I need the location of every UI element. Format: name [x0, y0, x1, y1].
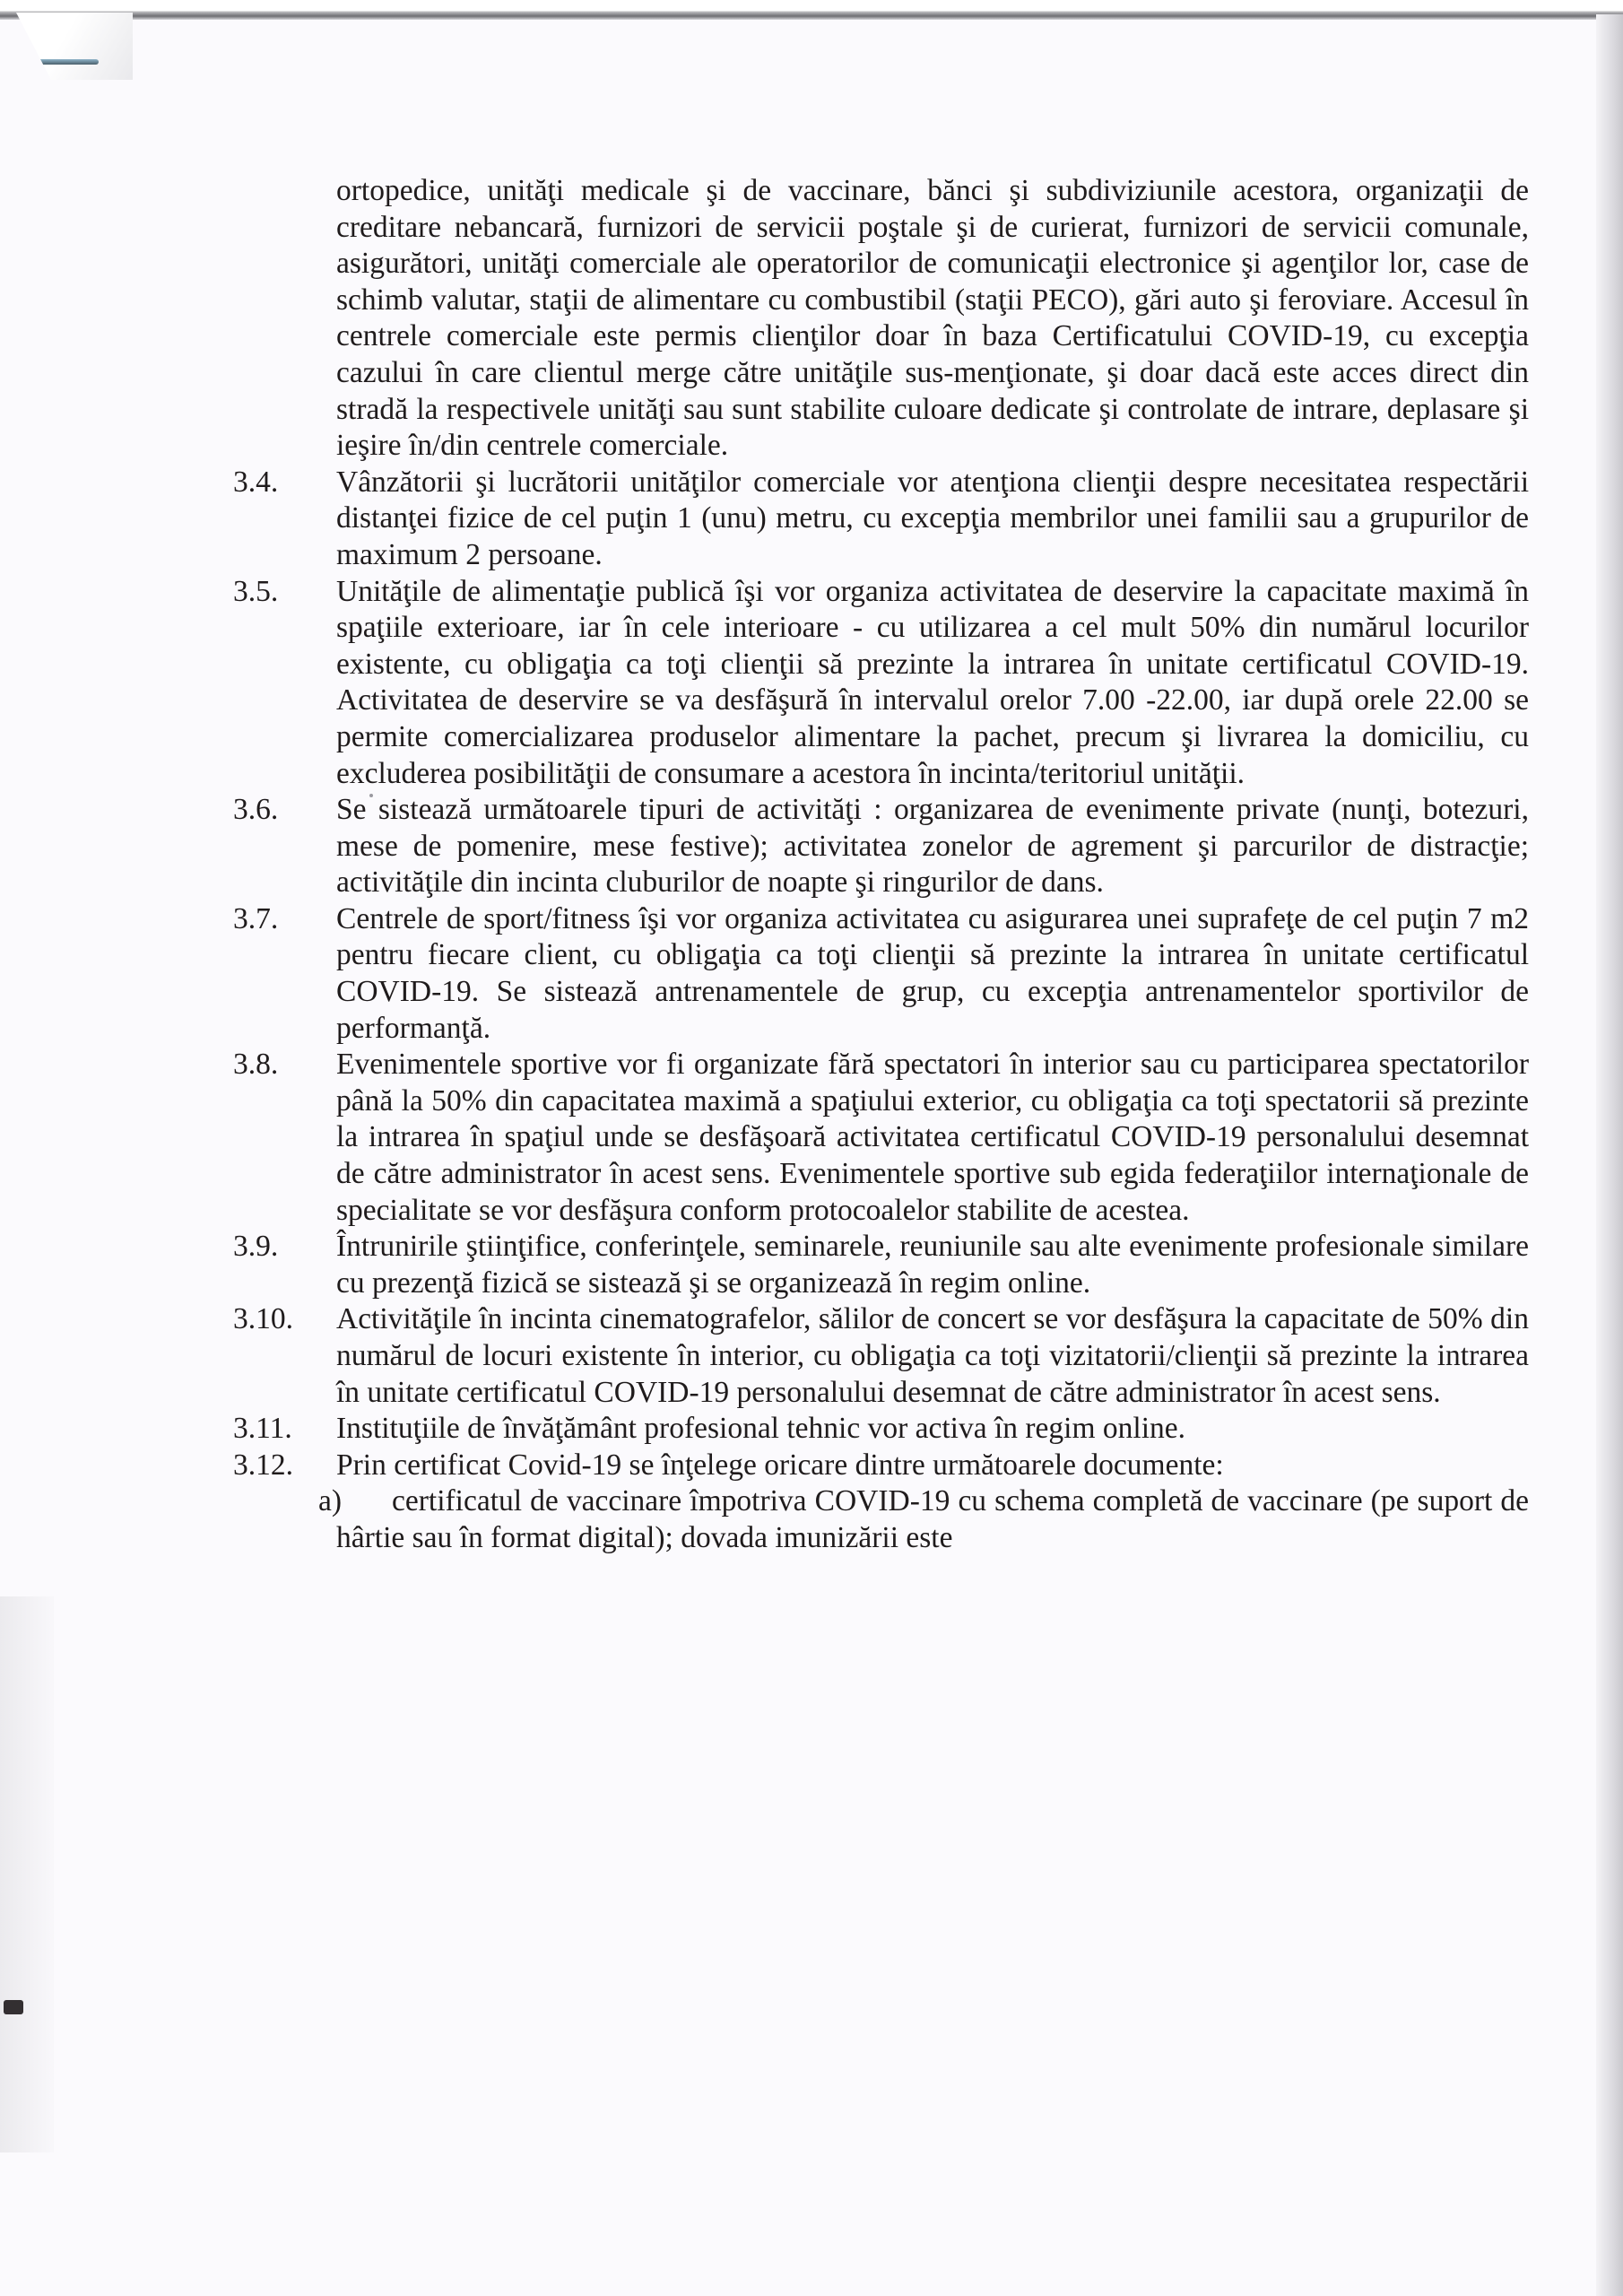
item-number: 3.7. [233, 901, 279, 935]
list-item [229, 901, 1529, 1047]
list-item [229, 1448, 1529, 1484]
list-item [229, 1301, 1529, 1411]
list-item [229, 465, 1529, 574]
item-number: 3.5. [233, 574, 279, 608]
scan-top-edge [0, 0, 1623, 20]
list-item [229, 1047, 1529, 1229]
list-item [229, 1411, 1529, 1448]
item-number: 3.8. [233, 1048, 279, 1082]
item-number: 3.12. [233, 1448, 293, 1482]
continuation-paragraph: ortopedice, unităţi medicale şi de vaccinare, bănci şi subdiviziunile acestora, organizaţii de creditare nebancară, furnizori de servicii poştale şi de curierat, furnizori de servicii comunale, asigurători, unităţi comerciale ale operatorilor de comunicaţii electronice şi agenţilor lor, case de schimb valutar, staţii de alimentare cu combustibil (staţii PECO), gări auto şi feroviare. Accesul în centrele comerciale este permis clienţilor doar în baza Certificatului COVID-19, cu excepţia cazului în care clientul merge către unităţile sus-menţionate, şi doar dacă este acces direct din stradă la respectivele unităţi sau sunt stabilite culoare dedicate şi controlate de intrare, deplasare şi ieşire în/din centrele comerciale. [336, 174, 1529, 463]
item-text: Prin certificat Covid-19 se înţelege oricare dintre următoarele documente: [336, 1448, 1224, 1482]
document-body [229, 173, 1529, 1557]
item-number: 3.11. [233, 1412, 292, 1446]
item-text: Unităţile de alimentaţie publică îşi vor organiza activitatea de deservire la capacitate maximă în spaţiile exterioare, iar în cele interioare - cu utilizarea a cel mult 50% din numărul locurilor existente, cu obligaţia ca toţi clienţii să prezinte la intrarea în unitate certificatul COVID-19. Activitatea de deservire se va desfăşură în intervalul orelor 7.00 -22.00, iar după orele 22.00 se permite comercializarea produselor alimentare la pachet, precum şi livrarea la domiciliu, cu excluderea posibilităţii de consumare a acestora în incinta/teritoriul unităţii. [336, 574, 1529, 790]
sub-item-text: certificatul de vaccinare împotriva COVID-19 cu schema completă de vaccinare (pe suport de hârtie sau în format digital); dovada imunizării este [336, 1484, 1529, 1554]
corner-tear-mark [29, 59, 99, 65]
binding-shadow [0, 1596, 54, 2152]
item-number: 3.9. [233, 1230, 279, 1264]
item-text: Instituţiile de învăţământ profesional tehnic vor activa în regim online. [336, 1412, 1186, 1446]
item-text: Întrunirile ştiinţifice, conferinţele, seminarele, reuniunile sau alte evenimente profesionale similare cu prezenţă fizică se sistează şi se organizează în regim online. [336, 1230, 1529, 1300]
item-text: Se sistează următoarele tipuri de activităţi : organizarea de evenimente private (nunţi, botezuri, mese de pomenire, mese festive); activitatea zonelor de agrement şi parcurilor de distracţie; activităţile din incinta cluburilor de noapte şi ringurilor de dans. [336, 793, 1529, 900]
list-item [229, 792, 1529, 901]
list-item [229, 574, 1529, 793]
item-text: Evenimentele sportive vor fi organizate fără spectatori în interior sau cu participarea spectatorilor până la 50% din capacitatea maximă a spaţiului exterior, cu obligaţia ca toţi spectatorii să prezinte la intrarea în spaţiul unde se desfăşoară activitatea certificatul COVID-19 personalului desemnat de către administrator în acest sens. Evenimentele sportive sub egida federaţiilor internaţionale de specialitate se vor desfăşura conform protocoalelor stabilite de acestea. [336, 1048, 1529, 1227]
item-text: Activităţile în incinta cinematografelor, sălilor de concert se vor desfăşura la capacitate de 50% din numărul de locuri existente în interior, cu obligaţia ca toţi vizitatorii/clienţii să prezinte la intrarea în unitate certificatul COVID-19 personalului desemnat de către administrator în acest sens. [336, 1302, 1529, 1409]
sub-list-item [229, 1483, 1529, 1556]
list-item [229, 1229, 1529, 1301]
item-number: 3.6. [233, 793, 279, 827]
item-text: Centrele de sport/fitness îşi vor organiza activitatea cu asigurarea unei suprafeţe de cel puţin 7 m2 pentru fiecare client, cu obligaţia ca toţi clienţii să prezinte la intrarea în unitate certificatul COVID-19. Se sistează antrenamentele de grup, cu excepţia antrenamentelor sportivilor de performanţă. [336, 901, 1529, 1045]
sub-item-letter: a) [318, 1484, 343, 1518]
page-right-edge [1596, 14, 1623, 2296]
page-corner-fold [16, 13, 133, 80]
item-number: 3.10. [233, 1302, 293, 1336]
item-text: Vânzătorii şi lucrătorii unităţilor comerciale vor atenţiona clienţii despre necesitatea respectării distanţei fizice de cel puţin 1 (unu) metru, cu excepţia membrilor unei familii sau a grupurilor de maximum 2 persoane. [336, 465, 1529, 571]
item-number: 3.4. [233, 465, 279, 499]
binding-mark [4, 2000, 23, 2014]
